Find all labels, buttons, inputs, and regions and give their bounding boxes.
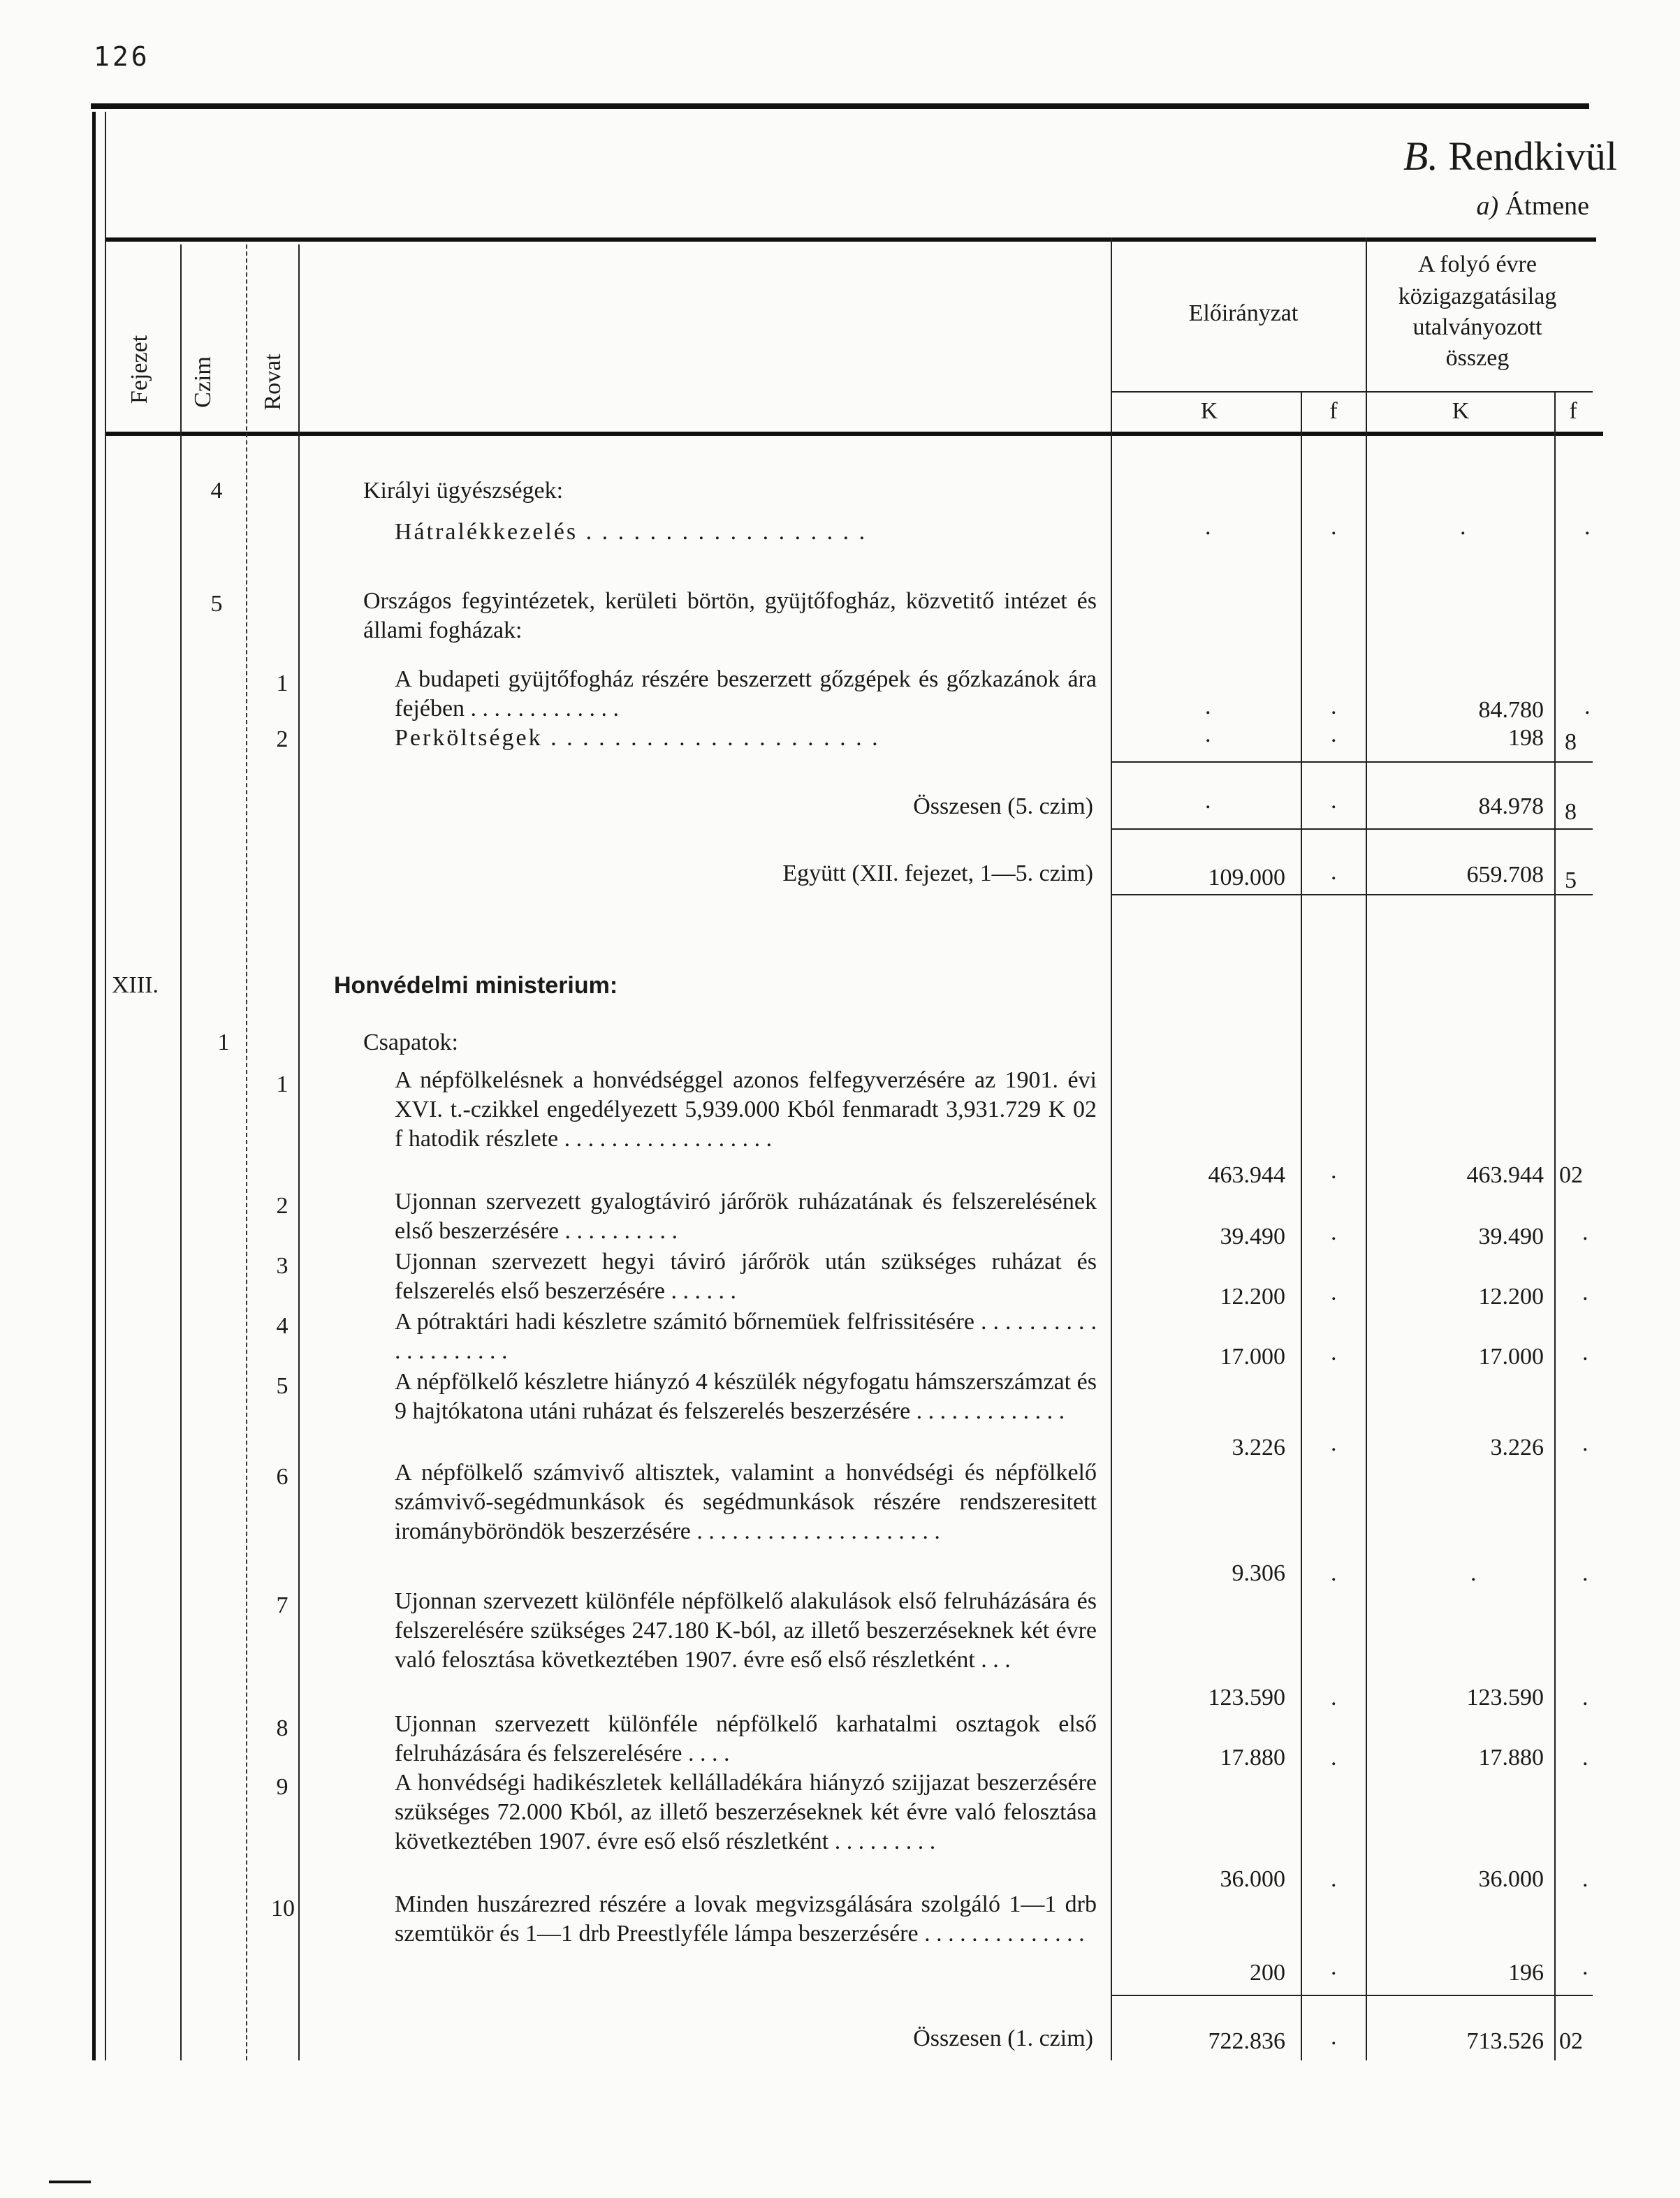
row-budapesti-gozgepek: A budapeti gyüjtőfogház részére beszerzett gőzgépek és gőzkazánok ára fejében . . . . . . . . . . . . . [395, 666, 1097, 721]
item-3-f2: . [1582, 1280, 1588, 1305]
dot-f1: . [1331, 1560, 1337, 1586]
item-9-f2: . [1582, 1866, 1588, 1892]
rovat-8: 8 [276, 1715, 288, 1741]
header-folyo-line4: összeg [1445, 345, 1510, 371]
amount-k1: 109.000 [1208, 865, 1285, 891]
col-sep-rovat-desc [298, 244, 300, 2060]
dot-k1: . [1205, 721, 1211, 747]
item-6-k1: 9.306 [1232, 1560, 1285, 1586]
row-perkoltsegek: Perköltségek . . . . . . . . . . . . . . . . . . . . . [395, 725, 880, 751]
item-9-text: A honvédségi hadikészletek kellálladékára hiányzó szijjazat beszerzésére szükséges 72.000 Kból, az illető beszerzéseknek két évre való felosztása következtében 1907. évre eső első részletként . . . . . . . . . [395, 1770, 1097, 1854]
col-sep-k1-f1 [1301, 391, 1302, 2060]
dot-f1: . [1331, 1219, 1337, 1245]
dot-f1: . [1331, 1158, 1337, 1184]
row-hatralekkezeles: Hátralékkezelés . . . . . . . . . . . . . . . . . . [395, 519, 868, 545]
item-10-k1: 200 [1250, 1960, 1285, 1986]
header-folyo-line3: utalványozott [1412, 314, 1542, 340]
row-osszesen-5: Összesen (5. czim) [913, 793, 1093, 819]
total-k1: 722.836 [1208, 2028, 1285, 2054]
item-7-k2: 123.590 [1466, 1685, 1544, 1710]
rovat-2-a: 2 [276, 726, 288, 752]
subsection-title [1477, 193, 1589, 219]
subsection-word: Átmene [1505, 191, 1589, 221]
item-7-text: Ujonnan szervezett különféle népfölkelő alakulások első felruházására és felszerelésére szükséges 247.180 K-ból, az illető beszerzéseknek két évre való felosztása következtében 1907. évre eső első részletként . . . [395, 1588, 1097, 1673]
page-number: 126 [94, 41, 150, 72]
dot-f1: . [1331, 1280, 1337, 1305]
item-5-k1: 3.226 [1232, 1435, 1285, 1460]
rovat-1: 1 [276, 1071, 288, 1097]
dot-f1: . [1331, 694, 1337, 719]
subtotal-rule [1111, 828, 1593, 830]
item-4-f2: . [1582, 1340, 1588, 1365]
subsection-letter: a) [1476, 191, 1499, 221]
unit-f1: f [1329, 398, 1338, 424]
dot-f2: . [1584, 514, 1591, 540]
item-2-k1: 39.490 [1220, 1224, 1285, 1250]
item-10-text: Minden huszárezred részére a lovak megvizsgálására szolgáló 1—1 drb szemtükör és 1—1 drb Preestlyféle lámpa beszerzésére . . . . . . . . . . . . . . [395, 1891, 1097, 1947]
col-sep-k2-f2 [1554, 391, 1556, 2060]
dot-f1: . [1331, 514, 1337, 540]
item-10-k2: 196 [1508, 1960, 1544, 1986]
col-sep-fejezet-czim [180, 244, 182, 2060]
item-3-k2: 12.200 [1478, 1284, 1544, 1310]
header-rovat: Rovat [260, 353, 286, 411]
dot-f1: . [1331, 2024, 1337, 2050]
czim-5: 5 [210, 591, 223, 617]
column-header-bottom-rule [105, 432, 1603, 436]
dot-k1: . [1205, 514, 1211, 540]
unit-row-rule [1111, 391, 1593, 393]
header-folyo-line2: közigazgatásilag [1398, 284, 1557, 309]
header-eloiranyzat: Előirányzat [1188, 300, 1299, 326]
col-sep-desc-amount [1111, 237, 1112, 2060]
total-f2: 02 [1559, 2028, 1583, 2054]
rovat-6: 6 [276, 1464, 288, 1490]
item-8-text: Ujonnan szervezett különféle népfölkelő karhatalmi osztagok első felruházására és felszerelésére . . . . [395, 1711, 1097, 1766]
dot-f1: . [1331, 1340, 1337, 1365]
rovat-10: 10 [271, 1896, 295, 1921]
item-8-k1: 17.880 [1220, 1745, 1285, 1771]
dot-k1: . [1205, 788, 1211, 814]
item-3-text: Ujonnan szervezett hegyi táviró járőrök után szükséges ruházat és felszerelés első beszerzésére . . . . . . [395, 1249, 1097, 1304]
item-1-k2: 463.944 [1466, 1162, 1544, 1188]
footer-mark [49, 2181, 91, 2183]
czim-1: 1 [217, 1030, 230, 1055]
item-4-k1: 17.000 [1220, 1344, 1285, 1370]
item-1-k1: 463.944 [1208, 1162, 1285, 1188]
header-rule [105, 237, 1596, 242]
item-8-k2: 17.880 [1478, 1745, 1544, 1771]
col-sep-f1-k2 [1366, 237, 1367, 2060]
rovat-2: 2 [276, 1193, 288, 1219]
amount-f2: 5 [1565, 867, 1577, 893]
fejezet-xiii: XIII. [112, 972, 159, 998]
top-rule [91, 103, 1589, 109]
item-2-k2: 39.490 [1478, 1224, 1544, 1250]
left-border-inner [105, 112, 106, 2060]
dot-k2: . [1470, 1560, 1477, 1586]
total-rule [1111, 1995, 1593, 1996]
item-7-f2: . [1582, 1685, 1588, 1710]
item-4-k2: 17.000 [1478, 1344, 1544, 1370]
subtotal-rule [1111, 894, 1593, 895]
unit-f2: f [1569, 398, 1577, 424]
czim-4: 4 [210, 478, 223, 504]
unit-k1: K [1200, 398, 1218, 424]
item-2-f2: . [1582, 1219, 1588, 1245]
section-word: Rendkivül [1448, 133, 1617, 179]
item-10-f2: . [1582, 1954, 1588, 1980]
dot-f1: . [1331, 1430, 1337, 1456]
amount-k2: 84.978 [1478, 793, 1544, 819]
item-4-text: A pótraktári hadi készletre számitó bőrnemüek felfrissitésére . . . . . . . . . . . . . . . . . . . . [395, 1309, 1097, 1364]
item-9-k2: 36.000 [1478, 1866, 1544, 1892]
header-folyo-line1: A folyó évre [1418, 251, 1537, 277]
item-5-text: A népfölkelő készletre hiányzó 4 készülék négyfogatu hámszerszámzat és 9 hajtókatona utáni ruházat és felszerelés beszerzésére . . . . . . . . . . . . . [395, 1369, 1097, 1424]
item-3-k1: 12.200 [1220, 1284, 1285, 1310]
section-letter: B. [1403, 133, 1438, 179]
dot-f1: . [1331, 1954, 1337, 1980]
dot-f1: . [1331, 788, 1337, 814]
rovat-3: 3 [276, 1253, 288, 1279]
rovat-1-a: 1 [276, 671, 288, 696]
dot-f1: . [1331, 1866, 1337, 1892]
amount-k2: 198 [1508, 725, 1544, 751]
section-honvedelmi-ministerium: Honvédelmi ministerium: [334, 972, 618, 999]
rovat-5: 5 [276, 1373, 288, 1399]
item-7-k1: 123.590 [1208, 1685, 1285, 1710]
subtotal-rule [1111, 761, 1593, 763]
rovat-4: 4 [276, 1313, 288, 1339]
dot-k1: . [1205, 694, 1211, 719]
header-czim: Czim [190, 356, 216, 408]
dot-f1: . [1331, 1745, 1337, 1771]
section-kiralyi-ugyeszsegek: Királyi ügyészségek: [363, 478, 564, 504]
amount-k2: 84.780 [1478, 697, 1544, 723]
rovat-9: 9 [276, 1774, 288, 1800]
item-5-k2: 3.226 [1490, 1435, 1544, 1460]
col-sep-czim-rovat [246, 244, 247, 2060]
item-2-text: Ujonnan szervezett gyalogtáviró járőrök ruházatának és felszerelésének első beszerzésére . . . . . . . . . . [395, 1189, 1097, 1244]
item-9-k1: 36.000 [1220, 1866, 1285, 1892]
row-osszesen-1: Összesen (1. czim) [913, 2025, 1093, 2051]
left-border [92, 112, 96, 2060]
dot-f1: . [1331, 1685, 1337, 1710]
amount-f2: 8 [1565, 799, 1577, 825]
section-orszagos-fegyintezetek: Országos fegyintézetek, kerületi börtön, gyüjtőfogház, közvetitő intézet és állami fogházak: [363, 588, 1097, 643]
section-csapatok: Csapatok: [363, 1030, 458, 1055]
amount-f2: 8 [1565, 729, 1577, 755]
item-8-f2: . [1582, 1745, 1588, 1771]
total-k2: 713.526 [1466, 2028, 1544, 2054]
item-6-text: A népfölkelő számvivő altisztek, valamint a honvédségi és népfölkelő számvivő-segédmunkások és segédmunkások részére rendszeresitett irományböröndök beszerzésére . . . . . . . . . . . . . . . . . . . . . [395, 1460, 1097, 1544]
dot-f1: . [1331, 859, 1337, 885]
dot-f1: . [1331, 721, 1337, 747]
item-1-f2: 02 [1559, 1162, 1583, 1188]
row-egyutt-xii: Együtt (XII. fejezet, 1—5. czim) [782, 860, 1093, 886]
item-5-f2: . [1582, 1430, 1588, 1456]
unit-k2: K [1452, 398, 1470, 424]
dot-k2: . [1460, 514, 1466, 540]
dot-f2: . [1584, 694, 1591, 719]
item-6-f2: . [1582, 1560, 1588, 1586]
rovat-7: 7 [276, 1592, 288, 1618]
item-1-text: A népfölkelésnek a honvédséggel azonos felfegyverzésére az 1901. évi XVI. t.-czikkel engedélyezett 5,939.000 Kból fenmaradt 3,931.729 K 02 f hatodik részlete . . . . . . . . . . . . . . . . . . [395, 1067, 1097, 1152]
header-fejezet: Fejezet [126, 335, 152, 404]
section-title [1403, 133, 1617, 179]
amount-k2: 659.708 [1466, 862, 1544, 888]
